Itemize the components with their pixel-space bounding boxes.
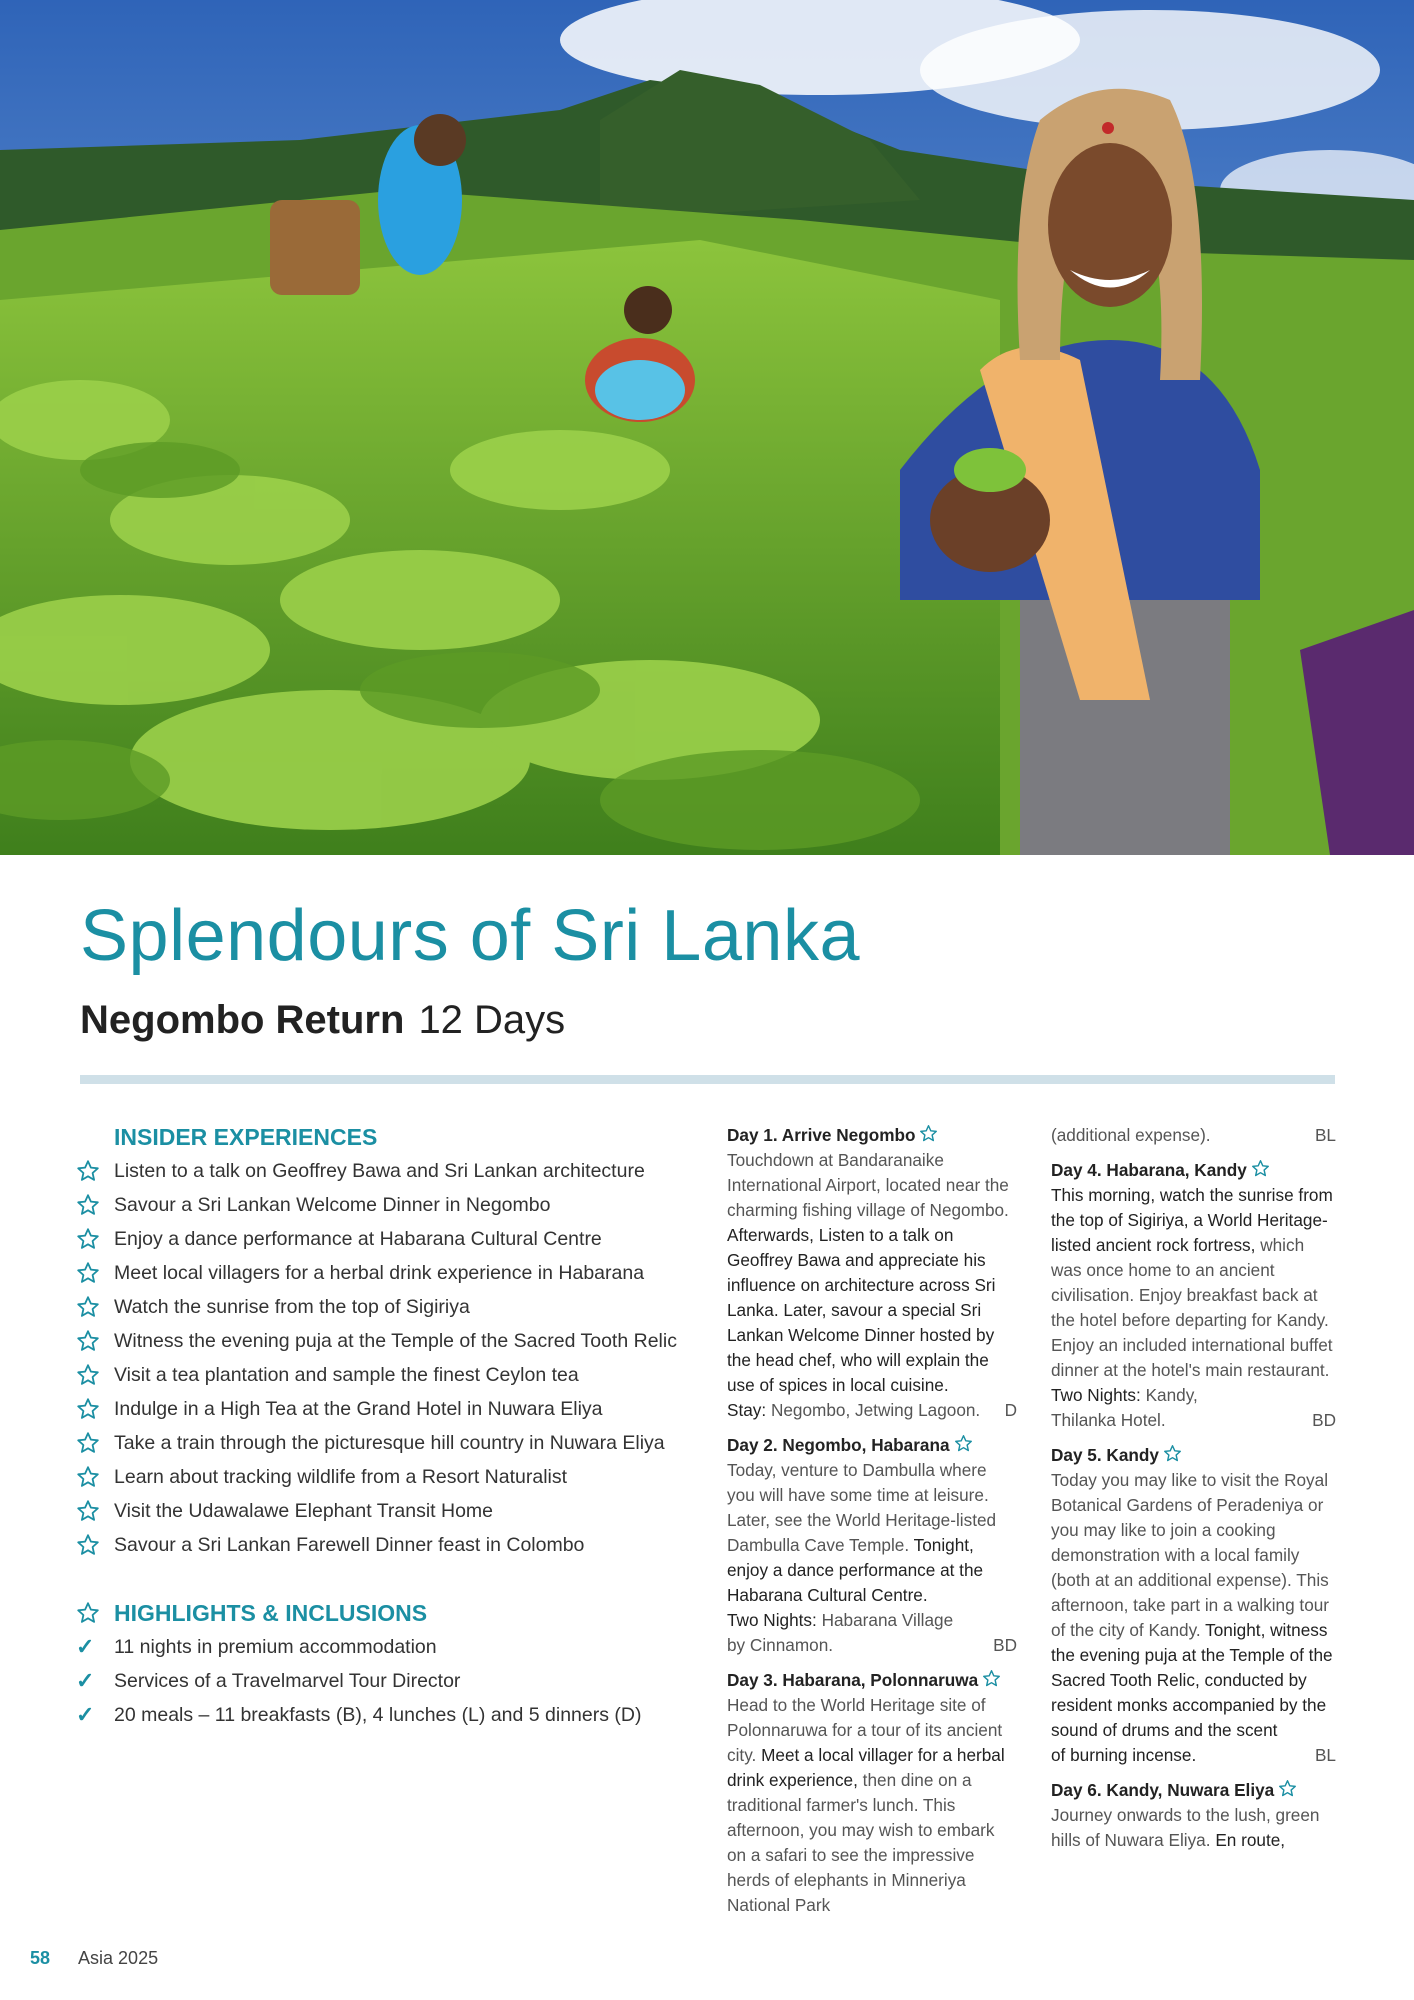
day-title: Day 5. Kandy (1051, 1443, 1336, 1468)
list-item: Savour a Sri Lankan Welcome Dinner in Negombo (76, 1188, 696, 1222)
star-icon (76, 1465, 114, 1489)
day-1: Day 1. Arrive Negombo Touchdown at Bandaranaike International Airport, located near the charming fishing village of Negombo. Afterwards, Listen to a talk on Geoffrey Bawa and appreciate his influence on architecture across Sri Lanka. Later, savour a special Sri Lankan Welcome Dinner hosted by the head chef, who will explain the use of spices in local cuisine. Stay: Negombo, Jetwing Lagoon. D (727, 1123, 1017, 1423)
star-icon (1278, 1779, 1297, 1798)
list-item: Meet local villagers for a herbal drink experience in Habarana (76, 1256, 696, 1290)
divider-rule (80, 1075, 1335, 1084)
star-icon (76, 1499, 114, 1523)
day-6: Day 6. Kandy, Nuwara Eliya Journey onwards to the lush, green hills of Nuwara Eliya. En route, (1051, 1778, 1336, 1853)
star-icon (76, 1596, 114, 1630)
tour-route: Negombo Return (80, 998, 405, 1042)
star-icon (76, 1193, 114, 1217)
star-icon (76, 1431, 114, 1455)
star-icon (982, 1669, 1001, 1688)
day-2: Day 2. Negombo, Habarana Today, venture to Dambulla where you will have some time at leisure. Later, see the World Heritage-listed Dambulla Cave Temple. Tonight, enjoy a dance performance at the Habarana Cultural Centre. Two Nights: Habarana Village by Cinnamon. BD (727, 1433, 1017, 1658)
list-item: ✓ 20 meals – 11 breakfasts (B), 4 lunches (L) and 5 dinners (D) (76, 1702, 642, 1727)
tour-duration: 12 Days (418, 998, 566, 1042)
highlights-heading: HIGHLIGHTS & INCLUSIONS (76, 1596, 696, 1630)
checkmark-icon: ✓ (76, 1702, 95, 1727)
day-3-continued: (additional expense). BL (1051, 1123, 1336, 1148)
star-icon (76, 1363, 114, 1387)
insider-list (76, 1154, 696, 1562)
day-5: Day 5. Kandy Today you may like to visit the Royal Botanical Gardens of Peradeniya or you may like to join a cooking demonstration with a local family (both at an additional expense). This afternoon, take part in a walking tour of the city of Kandy. Tonight, witness the evening puja at the Temple of the Sacred Tooth Relic, conducted by resident monks accompanied by the sound of drums and the scent of burning incense. BL (1051, 1443, 1336, 1768)
day-title: Day 3. Habarana, Polonnaruwa (727, 1668, 1017, 1693)
star-icon (76, 1329, 114, 1353)
list-item: ✓ 11 nights in premium accommodation (76, 1634, 437, 1659)
star-icon (76, 1261, 114, 1285)
day-title: Day 4. Habarana, Kandy (1051, 1158, 1336, 1183)
publication-name: Asia 2025 (78, 1948, 159, 1968)
itinerary-column-1 (727, 1123, 1017, 1928)
list-item: Witness the evening puja at the Temple of the Sacred Tooth Relic (76, 1324, 696, 1358)
hero-photo (0, 0, 1414, 855)
tour-subtitle (80, 998, 565, 1043)
checkmark-icon: ✓ (76, 1668, 95, 1693)
list-item: Visit the Udawalawe Elephant Transit Home (76, 1494, 696, 1528)
day-3: Day 3. Habarana, Polonnaruwa Head to the World Heritage site of Polonnaruwa for a tour of its ancient city. Meet a local villager for a herbal drink experience, then dine on a traditional farmer's lunch. This afternoon, you may wish to embark on a safari to see the impressive herds of elephants in Minneriya National Park (727, 1668, 1017, 1918)
star-icon (76, 1159, 114, 1183)
page-number: 58 (30, 1948, 51, 1968)
star-icon (1163, 1444, 1182, 1463)
list-item: Indulge in a High Tea at the Grand Hotel in Nuwara Eliya (76, 1392, 696, 1426)
star-icon (919, 1124, 938, 1143)
tea-plantation-illustration (0, 0, 1414, 855)
star-icon (1251, 1159, 1270, 1178)
day-title: Day 6. Kandy, Nuwara Eliya (1051, 1778, 1336, 1803)
day-4: Day 4. Habarana, Kandy This morning, watch the sunrise from the top of Sigiriya, a World Heritage-listed ancient rock fortress, which was once home to an ancient civilisation. Enjoy breakfast back at the hotel before departing for Kandy. Enjoy an included international buffet dinner at the hotel's main restaurant. Two Nights: Kandy, Thilanka Hotel. BD (1051, 1158, 1336, 1433)
meal-code: D (1004, 1400, 1017, 1420)
page-footer (30, 1948, 158, 1969)
meal-code: BD (1312, 1410, 1336, 1430)
star-icon (954, 1434, 973, 1453)
day-title: Day 1. Arrive Negombo (727, 1123, 1017, 1148)
list-item: ✓ Services of a Travelmarvel Tour Director (76, 1668, 461, 1693)
list-item: Learn about tracking wildlife from a Resort Naturalist (76, 1460, 696, 1494)
meal-code: BL (1314, 1125, 1336, 1145)
list-item: Take a train through the picturesque hill country in Nuwara Eliya (76, 1426, 696, 1460)
checkmark-icon: ✓ (76, 1634, 95, 1659)
list-item: Savour a Sri Lankan Farewell Dinner feast in Colombo (76, 1528, 696, 1562)
list-item: Listen to a talk on Geoffrey Bawa and Sri Lankan architecture (76, 1154, 696, 1188)
list-item: Enjoy a dance performance at Habarana Cultural Centre (76, 1222, 696, 1256)
insider-heading: INSIDER EXPERIENCES (114, 1124, 378, 1150)
experiences-column (76, 1120, 696, 1732)
list-item: Visit a tea plantation and sample the finest Ceylon tea (76, 1358, 696, 1392)
star-icon (76, 1397, 114, 1421)
itinerary-column-2 (1051, 1123, 1336, 1863)
highlights-list (76, 1630, 696, 1732)
star-icon (76, 1295, 114, 1319)
star-icon (76, 1227, 114, 1251)
day-title: Day 2. Negombo, Habarana (727, 1433, 1017, 1458)
list-item: Watch the sunrise from the top of Sigiriya (76, 1290, 696, 1324)
page-title: Splendours of Sri Lanka (80, 896, 860, 976)
meal-code: BL (1314, 1745, 1336, 1765)
star-icon (76, 1533, 114, 1557)
meal-code: BD (993, 1635, 1017, 1655)
